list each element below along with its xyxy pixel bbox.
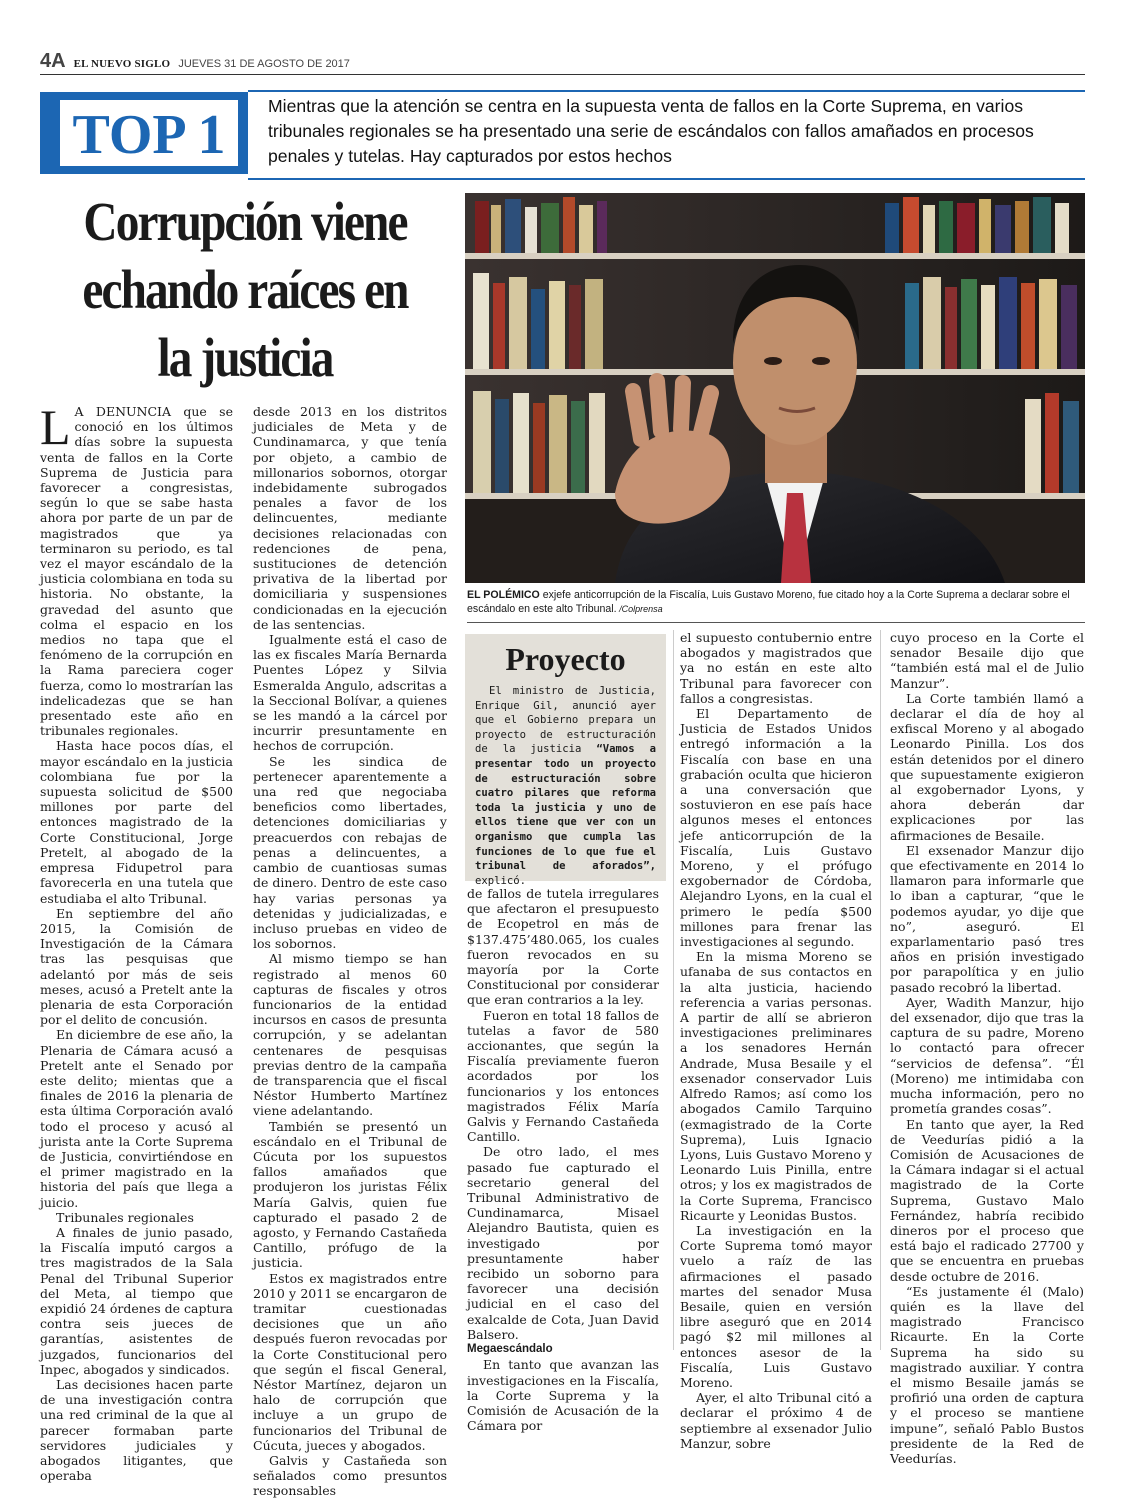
body-paragraph: El Departamento de Justicia de Estados Unidos entregó información a la Fiscalía con base en una grabación oculta que hicieron a una conversación que sostuvieron en ese país hace algunos meses el entonces jefe anticorrupción de la Fiscalía, Luis Gustavo Moreno, y el prófugo exgobernador de Córdoba, Alejandro Lyons, en la cual el primero le pedía $500 millones para frenar las investigaciones al segundo.	[680, 706, 872, 950]
body-paragraph: “Es justamente él (Malo) quién es la llave del magistrado Francisco Ricaurte. En la Corte Suprema ha sido su magistrado auxiliar. Y contra el mismo Besaile jamás se profirió una orden de captura y el proceso se mantiene impune”, señaló Pablo Bustos presidente de la Red de Veedurías.	[890, 1283, 1084, 1466]
body-paragraph: En septiembre del año 2015, la Comisión de Investigación de la Cámara tras las pesquisas que adelantó por más de seis meses, acusó a Pretelt ante la plenaria de esta Corporación por el delito de concusión.	[40, 905, 233, 1028]
article-photo	[465, 193, 1085, 583]
caption-rule	[467, 622, 1085, 623]
body-paragraph: Al mismo tiempo se han registrado al menos 60 capturas de fiscales y otros funcionarios de la entidad incursos en casos de presunta corrupción, y se adelantan centenares de pesquisas previas dentro de la campaña de transparencia que el fiscal Néstor Humberto Martínez viene adelantando.	[253, 951, 447, 1119]
sidebar-title: Proyecto	[505, 641, 626, 677]
body-paragraph: A finales de junio pasado, la Fiscalía imputó cargos a tres magistrados de la Sala Penal del Tribunal Superior del Meta, al tiempo que expidió 24 órdenes de captura contra seis jueces de garantías, asistentes de juzgados, funcionarios del Inpec, abogados y sindicados.	[40, 1224, 233, 1377]
body-column-4	[680, 630, 872, 1451]
body-paragraph: La Corte también llamó a declarar el día de hoy al exfiscal Moreno y al abogado Leonardo Pinilla. Los dos están detenidos por el dinero que supuestamente exigieron al exgobernador Lyons, y ahora deberán dar explicaciones por las afirmaciones de Besaile.	[890, 690, 1084, 843]
body-paragraph: Ayer, Wadith Manzur, hijo del exsenador, dijo que tras la captura de su padre, Moreno lo contactó para ofrecer “servicios de defensa”. “Él (Moreno) me intimidaba con mucha información, pero no prometía grandes cosas”.	[890, 994, 1084, 1117]
photo-caption	[467, 588, 1085, 616]
body-paragraph: En tanto que avanzan las investigaciones en la Fiscalía, la Corte Suprema y la Comisión de Acusación de la Cámara por	[467, 1357, 659, 1434]
subhead-tribunales: Tribunales regionales	[56, 1209, 194, 1225]
sidebar-quote: “Vamos a presentar todo un proyecto de estructuración sobre cuatro pilares que reforma toda la justicia y uno de ellos tiene que ver con un organismo que cumpla las funciones de lo que fue el tribunal de aforados”,	[475, 743, 656, 873]
column-divider	[880, 630, 881, 1350]
body-paragraph: También se presentó un escándalo en el Tribunal de Cúcuta por los supuestos fallos amañados que produjeron los juristas Félix María Galvis, quien fue capturado el pasado 2 de agosto, y Fernando Castañeda Cantillo, prófugo de la justicia.	[253, 1118, 447, 1271]
body-paragraph: Se les sindica de pertenecer aparentemente a una red que negociaba beneficios como libertades, detenciones domiciliarias y preacuerdos con rebajas de penas a delincuentes, a cambio de cuantiosas sumas de dinero. Dentro de este caso hay varias personas ya detenidas y judicializadas, e incluso pruebas en video de los sobornos.	[253, 753, 447, 952]
body-column-5	[890, 630, 1084, 1466]
body-paragraph: Ayer, el alto Tribunal citó a declarar el próximo 4 de septiembre al exsenador Julio Manzur, sobre	[680, 1390, 872, 1451]
article-lede: Mientras que la atención se centra en la supuesta venta de fallos en la Corte Suprema, en varios tribunales regionales se ha presentado una serie de escándalos con fallos amañados en procesos penales y tutelas. Hay capturados por estos hechos	[268, 96, 1034, 166]
body-paragraph: de fallos de tutela irregulares que afectaron el presupuesto de Ecopetrol en más de $137.475’480.065, los cuales fueron revocados en su mayoría por la Corte Constitucional por considerar que eran contrarios a la ley.	[467, 886, 659, 1008]
sidebar-after: explicó.	[475, 874, 527, 887]
body-column-1	[40, 399, 233, 1484]
top-badge	[40, 92, 248, 174]
body-paragraph	[40, 399, 233, 739]
photo-credit: /Colprensa	[616, 604, 663, 614]
sidebar-text	[475, 684, 656, 888]
body-paragraph: el supuesto contubernio entre abogados y magistrados que ya no están en este alto Tribunal para favorecer con fallos a congresistas.	[680, 630, 872, 706]
column-divider	[673, 630, 674, 1350]
body-paragraph: En tanto que ayer, la Red de Veedurías pidió a la Comisión de Acusaciones de la Cámara indagar si el actual magistrado de la Corte Suprema, Gustavo Malo Fernández, habría recibido dineros por el proceso que está bajo el radicado 27700 y que se encuentra en pruebas desde octubre de 2016.	[890, 1116, 1084, 1284]
lead-in-caps: A DENUNCIA	[74, 404, 172, 419]
body-paragraph: La investigación en la Corte Suprema tomó mayor vuelo a raíz de las afirmaciones el pasado martes del senador Musa Besaile, quien en versión libre aseguró que en 2014 pagó $2 mil millones al entonces asesor de la Fiscalía, Luis Gustavo Moreno.	[680, 1222, 872, 1390]
caption-text: exjefe anticorrupción de la Fiscalía, Luis Gustavo Moreno, fue citado hoy a la Corte Suprema a declarar sobre el escándalo en este alto Tribunal.	[467, 589, 1070, 615]
photo-illustration	[465, 193, 1085, 583]
body-paragraph: cuyo proceso en la Corte el senador Besaile dijo que “también está mal el de Julio Manzur”.	[890, 630, 1084, 691]
body-paragraph: desde 2013 en los distritos judiciales de Meta y de Cundinamarca, y que tenía por objeto, a cambio de millonarios sobornos, otorgar indebidamente subrogados penales a favor de los delincuentes, mediante decisiones relacionadas con redenciones de pena, sustituciones de detención privativa de la libertad por domiciliaria y suspensiones condicionadas en la ejecución de las sentencias.	[253, 404, 447, 632]
body-paragraph: Hasta hace pocos días, el mayor escándalo en la justicia colombiana fue por la supuesta solicitud de $500 millones por parte del entonces magistrado de la Corte Constitucional, Jorge Pretelt, al abogado de la empresa Fidupetrol para favorecerla en una tutela que estudiaba el alto Tribunal.	[40, 738, 233, 906]
page-folio	[40, 50, 1085, 75]
body-column-3	[467, 886, 659, 1433]
body-paragraph: Fueron en total 18 fallos de tutelas a favor de 580 accionantes, que según la Fiscalía previamente fueron acordados por los funcionarios y los entonces magistrados Félix María Galvis y Fernando Castañeda Cantillo.	[467, 1007, 659, 1145]
body-paragraph: En la misma Moreno se ufanaba de sus contactos en la alta justicia, haciendo referencia a varias personas. A partir de allí se abrieron investigaciones preliminares a los senadores Hernán Andrade, Musa Besaile y el exsenador conservador Luis Alfredo Ramos; así como los abogados Camilo Tarquino (exmagistrado de la Corte Suprema), Luis Ignacio Lyons, Luis Gustavo Moreno y Leonardo Luis Pinilla, entre otros; y los ex magistrados de la Corte Suprema, Francisco Ricaurte y Leonidas Bustos.	[680, 949, 872, 1223]
top-label: TOP 1	[60, 100, 237, 166]
body-paragraph: En diciembre de ese año, la Plenaria de Cámara acusó a Pretelt ante el Senado por este delito; mientas que a finales de 2016 la plenaria de esta última Corporación avaló todo el proceso y acusó al jurista ante la Corte Suprema de Justicia, convirtiéndose en el primer magistrado en la historia del país que llega a juicio.	[40, 1027, 233, 1210]
body-paragraph: El exsenador Manzur dijo que efectivamente en 2014 lo llamaron para informarle que lo iban a capturar, “que le podemos ayudar, yo dije que no”, aseguró. El exparlamentario pasó tres años en prisión investigado por parapolítica y en julio pasado recobró la libertad.	[890, 842, 1084, 995]
body-paragraph: Galvis y Castañeda son señalados como presuntos responsables	[253, 1453, 447, 1499]
sidebar-intro: El ministro de Justicia, Enrique Gil, anunció ayer que el Gobierno prepara un proyecto de estructuración de la justicia	[475, 685, 656, 756]
body-column-2	[253, 404, 447, 1499]
body-paragraph: Igualmente está el caso de las ex fiscales María Bernarda Puentes López y Silvia Esmeralda Angulo, adscritas a la Seccional Bolívar, a quienes se les mandó a la cárcel por incurrir presuntamente en hechos de corrupción.	[253, 632, 447, 754]
body-paragraph: De otro lado, el mes pasado fue capturado el secretario general del Tribunal Administrativo de Cundinamarca, Misael Alejandro Bautista, quien es investigado por presuntamente haber recibido un soborno para favorecer una decisión judicial en el caso del exalcalde de Cota, Juan David Balsero.	[467, 1144, 659, 1342]
publication-name: EL NUEVO SIGLO	[73, 58, 171, 70]
body-paragraph: Las decisiones hacen parte de una investigación contra una red criminal de la que al parecer formaban parte servidores judiciales y abogados litigantes, que operaba	[40, 1377, 233, 1484]
page-number: 4A	[40, 50, 66, 72]
article-headline: Corrupción viene echando raíces en la justicia	[82, 191, 408, 388]
paragraph-text: que se conoció en los últimos días sobre la supuesta venta de fallos en la Corte Suprema de Justicia para favorecer a congresistas, según lo que se sabe hasta ahora por parte de un par de magistrados que ya terminaron su periodo, es tal vez el mayor escándalo de la justicia colombiana en toda su historia. No obstante, la gravedad del asunto que colma el espacio en los medios no tapa que el fenómeno de la corrupción en la Rama pareciera coger fuerza, como lo mostrarían las indelicadezas que se han presentado este año en tribunales regionales.	[40, 404, 233, 739]
subhead-megaescandalo: Megaescándalo	[467, 1343, 553, 1356]
drop-cap: L	[40, 399, 71, 455]
caption-lead: EL POLÉMICO	[467, 589, 540, 601]
sidebar-proyecto	[465, 634, 666, 887]
body-paragraph: Estos ex magistrados entre 2010 y 2011 se encargaron de tramitar cuestionadas decisiones que un año después fueron revocadas por la Corte Constitucional pero que según el fiscal General, Néstor Martínez, dejaron un halo de corrupción que incluye a un grupo de funcionarios del Tribunal de Cúcuta, jueces y abogados.	[253, 1270, 447, 1453]
publication-date: JUEVES 31 DE AGOSTO DE 2017	[178, 58, 350, 70]
